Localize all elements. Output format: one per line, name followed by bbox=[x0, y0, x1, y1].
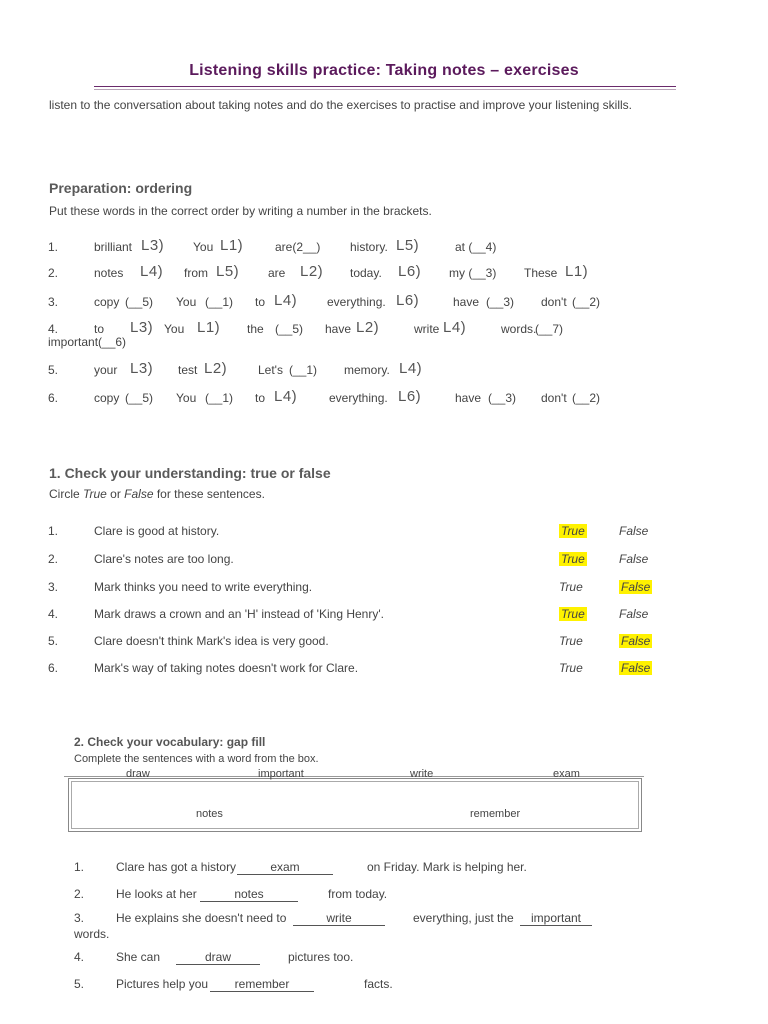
vocabulary-heading: 2. Check your vocabulary: gap fill bbox=[74, 735, 266, 749]
gap-answer[interactable]: notes bbox=[200, 887, 298, 902]
ordering-bracket[interactable]: are(2__) bbox=[275, 240, 321, 254]
gap-row-text: He explains she doesn't need to bbox=[116, 911, 287, 925]
ordering-row-number: 2. bbox=[48, 266, 59, 280]
ordering-bracket[interactable]: L2) bbox=[356, 319, 380, 336]
ordering-word: have bbox=[325, 322, 352, 336]
gap-row-text: on Friday. Mark is helping her. bbox=[367, 860, 527, 874]
ordering-bracket[interactable]: (__1) bbox=[289, 363, 318, 377]
ordering-word: to bbox=[255, 391, 266, 405]
ordering-word: everything. bbox=[327, 295, 386, 309]
intro-text: listen to the conversation about taking notes and do the exercises to practise and improve your listening skills. bbox=[49, 98, 632, 112]
gap-answer[interactable]: remember bbox=[210, 977, 314, 992]
ordering-word: notes bbox=[94, 266, 124, 280]
box-word-important: important bbox=[258, 768, 304, 780]
ordering-word: These bbox=[524, 266, 558, 280]
true-false-row bbox=[48, 580, 668, 598]
false-option[interactable]: False bbox=[621, 661, 651, 675]
ordering-word: copy bbox=[94, 391, 120, 405]
gap-row bbox=[74, 950, 694, 968]
ordering-bracket[interactable]: (__5) bbox=[275, 322, 304, 336]
ordering-bracket[interactable]: L2) bbox=[300, 263, 324, 280]
ordering-bracket[interactable]: L3) bbox=[141, 237, 165, 254]
ordering-bracket[interactable]: (__1) bbox=[205, 391, 234, 405]
preparation-heading: Preparation: ordering bbox=[49, 180, 193, 196]
ordering-bracket[interactable]: L4) bbox=[274, 388, 298, 405]
true-false-number: 4. bbox=[48, 607, 59, 621]
ordering-bracket[interactable]: (__2) bbox=[572, 391, 601, 405]
ordering-row-number: 3. bbox=[48, 295, 59, 309]
gap-row-text: everything, just the bbox=[413, 911, 514, 925]
ordering-row-number: 5. bbox=[48, 363, 59, 377]
gap-row-text: Pictures help you bbox=[116, 977, 209, 991]
ordering-bracket[interactable]: L5) bbox=[396, 237, 420, 254]
gap-row-text: words. bbox=[74, 927, 110, 941]
ordering-bracket[interactable]: L3) bbox=[130, 319, 154, 336]
gap-row-number: 2. bbox=[74, 887, 85, 901]
box-word-write: write bbox=[410, 768, 434, 780]
gap-row-text: from today. bbox=[328, 887, 388, 901]
true-false-row bbox=[48, 634, 668, 652]
ordering-bracket[interactable]: L4) bbox=[399, 360, 423, 377]
ordering-row bbox=[48, 292, 688, 313]
ordering-bracket[interactable]: L2) bbox=[204, 360, 228, 377]
false-option[interactable]: False bbox=[621, 634, 651, 648]
ordering-bracket[interactable]: at (__4) bbox=[455, 240, 497, 254]
gap-answer[interactable]: draw bbox=[176, 950, 260, 965]
ordering-row-wrap: important(__6) bbox=[48, 335, 127, 349]
ordering-word: brilliant bbox=[94, 240, 133, 254]
gap-row bbox=[74, 860, 694, 878]
ordering-bracket[interactable]: L4) bbox=[274, 292, 298, 309]
false-option[interactable]: False bbox=[619, 524, 649, 538]
ordering-row bbox=[48, 319, 688, 340]
false-option[interactable]: False bbox=[619, 607, 649, 621]
true-option[interactable]: True bbox=[559, 580, 583, 594]
ordering-word: memory. bbox=[344, 363, 390, 377]
ordering-word: the bbox=[247, 322, 264, 336]
ordering-bracket[interactable]: my (__3) bbox=[449, 266, 497, 280]
ordering-bracket[interactable]: L5) bbox=[216, 263, 240, 280]
true-false-sentence: Clare's notes are too long. bbox=[94, 552, 234, 566]
word-box bbox=[68, 778, 642, 832]
gap-row bbox=[74, 977, 694, 995]
gap-row-number: 1. bbox=[74, 860, 85, 874]
true-false-sentence: Mark thinks you need to write everything. bbox=[94, 580, 313, 594]
title-rule bbox=[94, 86, 676, 87]
true-false-number: 6. bbox=[48, 661, 59, 675]
box-word-draw: draw bbox=[126, 768, 150, 780]
ordering-bracket[interactable]: L4) bbox=[443, 319, 467, 336]
ordering-bracket[interactable]: L1) bbox=[565, 263, 589, 280]
gap-row bbox=[74, 887, 694, 905]
title-rule-secondary bbox=[94, 89, 676, 90]
box-word-exam: exam bbox=[553, 768, 580, 780]
gap-answer[interactable]: important bbox=[520, 911, 592, 926]
false-option[interactable]: False bbox=[619, 552, 649, 566]
ordering-word: You bbox=[176, 391, 197, 405]
ordering-row-number: 1. bbox=[48, 240, 59, 254]
true-option[interactable]: True bbox=[559, 661, 583, 675]
true-false-number: 5. bbox=[48, 634, 59, 648]
gap-row-text: Clare has got a history bbox=[116, 860, 237, 874]
true-false-sentence: Mark draws a crown and an 'H' instead of 'King Henry'. bbox=[94, 607, 384, 621]
ordering-bracket[interactable]: L1) bbox=[220, 237, 244, 254]
true-option[interactable]: True bbox=[561, 524, 585, 538]
ordering-row bbox=[48, 388, 688, 409]
false-option[interactable]: False bbox=[621, 580, 651, 594]
gap-row-text: pictures too. bbox=[288, 950, 354, 964]
ordering-word: have bbox=[455, 391, 482, 405]
gap-row-text: facts. bbox=[364, 977, 393, 991]
box-word-notes: notes bbox=[196, 808, 223, 820]
ordering-word: to bbox=[94, 322, 105, 336]
gap-row-text: She can bbox=[116, 950, 161, 964]
true-false-sentence: Mark's way of taking notes doesn't work for Clare. bbox=[94, 661, 359, 675]
ordering-word: history. bbox=[350, 240, 388, 254]
true-option[interactable]: True bbox=[561, 552, 585, 566]
ordering-bracket[interactable]: L6) bbox=[398, 388, 422, 405]
ordering-bracket[interactable]: (__1) bbox=[205, 295, 234, 309]
ordering-word: don't bbox=[541, 295, 567, 309]
true-false-row bbox=[48, 524, 668, 542]
ordering-bracket[interactable]: (__7) bbox=[535, 322, 564, 336]
ordering-bracket[interactable]: L3) bbox=[130, 360, 154, 377]
ordering-row bbox=[48, 237, 688, 258]
gap-answer[interactable]: exam bbox=[237, 860, 333, 875]
ordering-bracket[interactable]: L1) bbox=[197, 319, 221, 336]
ordering-row-number: 6. bbox=[48, 391, 59, 405]
ordering-word: to bbox=[255, 295, 266, 309]
true-false-number: 2. bbox=[48, 552, 59, 566]
ordering-word: test bbox=[178, 363, 198, 377]
gap-row-wrap bbox=[74, 927, 694, 945]
ordering-row bbox=[48, 360, 688, 381]
ordering-bracket[interactable]: (__5) bbox=[125, 391, 154, 405]
ordering-bracket[interactable]: L6) bbox=[396, 292, 420, 309]
true-false-number: 1. bbox=[48, 524, 59, 538]
ordering-word: You bbox=[164, 322, 185, 336]
ordering-bracket[interactable]: L4) bbox=[140, 263, 164, 280]
true-false-row bbox=[48, 661, 668, 679]
true-false-row bbox=[48, 552, 668, 570]
ordering-word: Let's bbox=[258, 363, 283, 377]
ordering-row-number: 4. bbox=[48, 322, 59, 336]
ordering-word: your bbox=[94, 363, 118, 377]
ordering-word: copy bbox=[94, 295, 120, 309]
ordering-word: have bbox=[453, 295, 480, 309]
ordering-word: words. bbox=[501, 322, 537, 336]
ordering-word: write bbox=[414, 322, 440, 336]
true-option[interactable]: True bbox=[561, 607, 585, 621]
ordering-word: don't bbox=[541, 391, 567, 405]
understanding-heading: 1. Check your understanding: true or false bbox=[49, 465, 331, 481]
vocabulary-instruction: Complete the sentences with a word from the box. bbox=[74, 753, 319, 765]
true-option[interactable]: True bbox=[559, 634, 583, 648]
gap-row-text: He looks at her bbox=[116, 887, 197, 901]
ordering-word: You bbox=[176, 295, 197, 309]
true-false-row bbox=[48, 607, 668, 625]
ordering-word: today. bbox=[350, 266, 382, 280]
gap-row-number: 3. bbox=[74, 911, 85, 925]
ordering-bracket[interactable]: (__3) bbox=[488, 391, 517, 405]
true-false-sentence: Clare is good at history. bbox=[94, 524, 220, 538]
ordering-word: from bbox=[184, 266, 208, 280]
gap-row-number: 4. bbox=[74, 950, 85, 964]
ordering-bracket[interactable]: (__5) bbox=[125, 295, 154, 309]
ordering-word: are bbox=[268, 266, 286, 280]
gap-row-number: 5. bbox=[74, 977, 85, 991]
gap-answer[interactable]: write bbox=[293, 911, 385, 926]
understanding-instruction: Circle True or False for these sentences. bbox=[49, 487, 265, 501]
page-title: Listening skills practice: Taking notes – exercises bbox=[189, 62, 579, 79]
true-false-number: 3. bbox=[48, 580, 59, 594]
preparation-instruction: Put these words in the correct order by writing a number in the brackets. bbox=[49, 204, 432, 218]
true-false-sentence: Clare doesn't think Mark's idea is very good. bbox=[94, 634, 329, 648]
ordering-bracket[interactable]: (__3) bbox=[486, 295, 515, 309]
ordering-bracket[interactable]: (__2) bbox=[572, 295, 601, 309]
ordering-word: You bbox=[193, 240, 214, 254]
ordering-word: everything. bbox=[329, 391, 388, 405]
ordering-bracket[interactable]: L6) bbox=[398, 263, 422, 280]
box-word-remember: remember bbox=[470, 808, 521, 820]
ordering-row bbox=[48, 263, 688, 284]
